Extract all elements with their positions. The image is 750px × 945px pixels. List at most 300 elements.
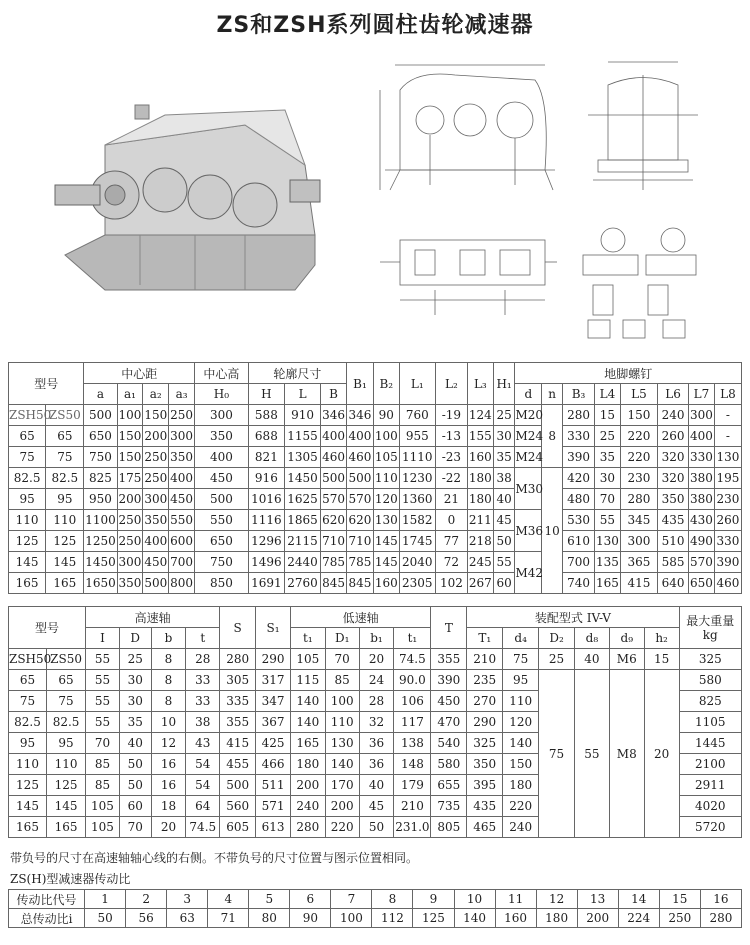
table-cell: 570 — [347, 489, 374, 510]
table-cell: 140 — [290, 712, 325, 733]
ratio-code: 5 — [249, 890, 290, 909]
table-cell: 335 — [220, 691, 256, 712]
table-cell: 300 — [620, 531, 657, 552]
table-cell: - — [714, 426, 741, 447]
table-cell: 10 — [151, 712, 186, 733]
ratio-value: 140 — [454, 909, 495, 928]
table-cell: 74.5 — [394, 649, 431, 670]
table-cell: 15 — [595, 405, 621, 426]
table-cell: 2760 — [284, 573, 320, 594]
table-cell: 300 — [689, 405, 715, 426]
table-cell: 2440 — [284, 552, 320, 573]
table-cell: 65 — [9, 670, 47, 691]
table-cell: 12 — [151, 733, 186, 754]
ratio-code: 15 — [659, 890, 700, 909]
table-cell: 1445 — [679, 733, 741, 754]
table-cell: 55 — [493, 552, 515, 573]
table-cell: 380 — [689, 489, 715, 510]
table-cell: 160 — [373, 573, 399, 594]
table-cell: 180 — [503, 775, 539, 796]
col-L2: L₂ — [435, 363, 467, 405]
table-cell: 25 — [595, 426, 621, 447]
table-cell: 95 — [503, 670, 539, 691]
table-cell: 613 — [256, 817, 291, 838]
table-cell: 400 — [321, 426, 347, 447]
table-cell: 165 — [9, 817, 47, 838]
table-row — [9, 670, 742, 691]
table-cell: 470 — [431, 712, 467, 733]
ratio-value: 90 — [290, 909, 331, 928]
table-row — [9, 447, 742, 468]
table-cell: 250 — [143, 447, 169, 468]
foot-bolt-d: M30 — [515, 468, 542, 510]
table-cell: 605 — [220, 817, 256, 838]
table-cell: 500 — [321, 468, 347, 489]
table-cell: 1116 — [248, 510, 284, 531]
table-cell: 460 — [321, 447, 347, 468]
table-cell: 450 — [431, 691, 467, 712]
table-cell: 317 — [256, 670, 291, 691]
table-cell: 155 — [467, 426, 493, 447]
table-cell: 570 — [321, 489, 347, 510]
ratio-code: 12 — [536, 890, 577, 909]
table-row — [9, 649, 742, 670]
table-row — [9, 405, 742, 426]
table-cell: 300 — [195, 405, 249, 426]
table-cell: 165 — [47, 817, 86, 838]
table-cell: 95 — [9, 489, 46, 510]
table-cell: 130 — [373, 510, 399, 531]
table-cell: 120 — [373, 489, 399, 510]
ratio-code: 6 — [290, 890, 331, 909]
ratio-code: 14 — [618, 890, 659, 909]
ratio-code: 16 — [700, 890, 741, 909]
foot-bolt-n: 8 — [542, 405, 563, 468]
front-view-drawing — [375, 50, 560, 210]
table-cell: 560 — [220, 796, 256, 817]
table-cell: -22 — [435, 468, 467, 489]
table-cell: 85 — [86, 775, 120, 796]
table-row — [9, 468, 742, 489]
table-cell: 130 — [325, 733, 359, 754]
table-cell: 70 — [595, 489, 621, 510]
col-center-distance: 中心距 — [84, 363, 195, 384]
table-cell: 165 — [46, 573, 84, 594]
table-cell: 588 — [248, 405, 284, 426]
col-H: H — [248, 384, 284, 405]
table-cell: ZSH50 — [9, 405, 46, 426]
table-cell: 115 — [290, 670, 325, 691]
table-cell: 400 — [143, 531, 169, 552]
table-cell: 350 — [467, 754, 503, 775]
table-cell: 165 — [9, 573, 46, 594]
table-cell: 72 — [435, 552, 467, 573]
table-cell: 420 — [563, 468, 595, 489]
table-cell: 138 — [394, 733, 431, 754]
table-cell: 300 — [169, 426, 195, 447]
table-cell: 8 — [151, 649, 186, 670]
table-cell: 43 — [186, 733, 220, 754]
col-high-speed-shaft: 高速轴 — [86, 607, 220, 628]
table-cell: 110 — [47, 754, 86, 775]
table-cell: - — [714, 405, 741, 426]
table-cell: 75 — [503, 649, 539, 670]
table-cell: 145 — [9, 796, 47, 817]
table-cell: 450 — [143, 552, 169, 573]
col-L: L — [284, 384, 320, 405]
col-L4: L4 — [595, 384, 621, 405]
table-cell: 570 — [689, 552, 715, 573]
table-cell: 400 — [347, 426, 374, 447]
col-L3: L₃ — [467, 363, 493, 405]
table-cell: 825 — [679, 691, 741, 712]
table-cell: 710 — [347, 531, 374, 552]
table-cell: 55 — [595, 510, 621, 531]
table-cell: 235 — [467, 670, 503, 691]
table-cell: 100 — [373, 426, 399, 447]
table-cell: 650 — [84, 426, 117, 447]
col-h2: h₂ — [644, 628, 679, 649]
table-cell: 300 — [143, 489, 169, 510]
table-cell: 916 — [248, 468, 284, 489]
ratio-code: 13 — [577, 890, 618, 909]
table-cell: 165 — [290, 733, 325, 754]
table-cell: 90.0 — [394, 670, 431, 691]
table-cell: 200 — [143, 426, 169, 447]
table-cell: 400 — [169, 468, 195, 489]
reducer-photo — [45, 85, 335, 310]
table-cell: 435 — [467, 796, 503, 817]
table-cell: 70 — [86, 733, 120, 754]
table-cell: 390 — [563, 447, 595, 468]
table-cell: 210 — [394, 796, 431, 817]
table-cell: 50 — [119, 754, 151, 775]
col-B: B — [321, 384, 347, 405]
table-cell: 435 — [658, 510, 689, 531]
table-cell: 710 — [321, 531, 347, 552]
table-cell: 346 — [347, 405, 374, 426]
col-d: d — [515, 384, 542, 405]
table-cell: 50 — [359, 817, 394, 838]
table-cell: 230 — [620, 468, 657, 489]
ratio-value: 200 — [577, 909, 618, 928]
table-cell: 320 — [658, 447, 689, 468]
table-cell: 180 — [467, 489, 493, 510]
table-cell: 250 — [143, 468, 169, 489]
table-cell: 75 — [9, 447, 46, 468]
table-cell: ZS50 — [46, 405, 84, 426]
table-cell: 530 — [563, 510, 595, 531]
table-cell: 95 — [9, 733, 47, 754]
table-cell: 24 — [359, 670, 394, 691]
table-cell: 125 — [9, 775, 47, 796]
table-cell: 955 — [399, 426, 435, 447]
col-a: a — [84, 384, 117, 405]
ratio-value: 125 — [413, 909, 454, 928]
table-cell: 500 — [143, 573, 169, 594]
table-cell: 325 — [679, 649, 741, 670]
table-cell: 0 — [435, 510, 467, 531]
ratio-code: 2 — [126, 890, 167, 909]
col-S1: S₁ — [256, 607, 291, 649]
foot-bolt-d: M42 — [515, 552, 542, 594]
table-cell: 54 — [186, 775, 220, 796]
table-cell: 1105 — [679, 712, 741, 733]
col-t1: t₁ — [290, 628, 325, 649]
table-cell: 35 — [493, 447, 515, 468]
table-cell: 1305 — [284, 447, 320, 468]
table-cell: 1745 — [399, 531, 435, 552]
table-cell: 450 — [195, 468, 249, 489]
col-assembly-type: 装配型式 IV-V — [467, 607, 679, 628]
table-cell: 20 — [151, 817, 186, 838]
table-cell: 179 — [394, 775, 431, 796]
table-cell: 1650 — [84, 573, 117, 594]
table-cell: 82.5 — [47, 712, 86, 733]
table-cell: 460 — [347, 447, 374, 468]
table-cell: 145 — [373, 552, 399, 573]
col-L8: L8 — [714, 384, 741, 405]
table-cell: -13 — [435, 426, 467, 447]
table-cell: 750 — [195, 552, 249, 573]
ratio-code: 1 — [85, 890, 126, 909]
col-L7: L7 — [689, 384, 715, 405]
table-cell: 33 — [186, 670, 220, 691]
table-cell: 140 — [290, 691, 325, 712]
table-cell: 655 — [431, 775, 467, 796]
table-cell: 140 — [325, 754, 359, 775]
table-cell: 35 — [119, 712, 151, 733]
table-cell: 30 — [119, 670, 151, 691]
table-cell: 347 — [256, 691, 291, 712]
table-cell: 220 — [325, 817, 359, 838]
table-cell: 250 — [169, 405, 195, 426]
table-cell: 305 — [220, 670, 256, 691]
table-cell: 425 — [256, 733, 291, 754]
col-low-speed-shaft: 低速轴 — [290, 607, 430, 628]
col-H1: H₁ — [493, 363, 515, 405]
table-cell: 2911 — [679, 775, 741, 796]
table-cell: 220 — [620, 447, 657, 468]
table-cell: 580 — [679, 670, 741, 691]
table-cell: 75 — [47, 691, 86, 712]
table-cell: 330 — [563, 426, 595, 447]
table-cell: 2305 — [399, 573, 435, 594]
table-cell: 280 — [220, 649, 256, 670]
table-cell: 64 — [186, 796, 220, 817]
ratio-value: 280 — [700, 909, 741, 928]
col-center-height: 中心高 — [195, 363, 249, 384]
table-cell: 165 — [595, 573, 621, 594]
table-cell: 110 — [373, 468, 399, 489]
table-cell: 90 — [373, 405, 399, 426]
table-cell: 150 — [503, 754, 539, 775]
table-cell: 240 — [290, 796, 325, 817]
ratio-code: 7 — [331, 890, 372, 909]
assembly-type-drawing — [568, 215, 708, 345]
table-cell: 110 — [9, 510, 46, 531]
table-cell: 231.0 — [394, 817, 431, 838]
table-cell: 585 — [658, 552, 689, 573]
table-cell: 610 — [563, 531, 595, 552]
table-cell: 210 — [467, 649, 503, 670]
table-cell: 650 — [689, 573, 715, 594]
table-cell: 50 — [493, 531, 515, 552]
table-cell: 325 — [467, 733, 503, 754]
table-cell: 21 — [435, 489, 467, 510]
table-cell: M6 — [609, 649, 644, 670]
dimension-table — [8, 362, 742, 594]
table-cell: 65 — [9, 426, 46, 447]
table-cell: 735 — [431, 796, 467, 817]
table-cell: 290 — [256, 649, 291, 670]
table-cell: 480 — [563, 489, 595, 510]
table-cell: 785 — [321, 552, 347, 573]
table-cell: 55 — [86, 649, 120, 670]
table-cell: 38 — [186, 712, 220, 733]
table-cell: 500 — [84, 405, 117, 426]
table-cell: 145 — [9, 552, 46, 573]
col-t1b: t₁ — [394, 628, 431, 649]
table-cell: 8 — [151, 691, 186, 712]
table-cell: 365 — [620, 552, 657, 573]
table-cell: 145 — [47, 796, 86, 817]
table-cell: 45 — [493, 510, 515, 531]
table-cell: 50 — [119, 775, 151, 796]
col-n: n — [542, 384, 563, 405]
table-cell: 785 — [347, 552, 374, 573]
col-T: T — [431, 607, 467, 649]
table-cell: 145 — [46, 552, 84, 573]
table-cell: 350 — [169, 447, 195, 468]
table-cell: 260 — [658, 426, 689, 447]
table-cell: 250 — [117, 510, 143, 531]
table-cell: 571 — [256, 796, 291, 817]
table-cell: 1360 — [399, 489, 435, 510]
table-cell: 175 — [117, 468, 143, 489]
table-cell: 740 — [563, 573, 595, 594]
table-cell: 2100 — [679, 754, 741, 775]
assembly-merged-value: 55 — [575, 670, 610, 838]
table-cell: 700 — [563, 552, 595, 573]
table-cell: 300 — [117, 552, 143, 573]
col-S: S — [220, 607, 256, 649]
table-row — [9, 552, 742, 573]
top-view-drawing — [375, 215, 560, 325]
table-cell: -23 — [435, 447, 467, 468]
table-cell: 33 — [186, 691, 220, 712]
shaft-table — [8, 606, 742, 838]
table-cell: 330 — [689, 447, 715, 468]
col-B2: B₂ — [373, 363, 399, 405]
table-cell: 2040 — [399, 552, 435, 573]
table-cell: 455 — [220, 754, 256, 775]
table-cell: 28 — [186, 649, 220, 670]
ratio-code: 10 — [454, 890, 495, 909]
table-cell: 1450 — [84, 552, 117, 573]
col-a1: a₁ — [117, 384, 143, 405]
table-cell: 845 — [321, 573, 347, 594]
table-cell: 170 — [325, 775, 359, 796]
table-cell: 260 — [714, 510, 741, 531]
table-cell: 400 — [195, 447, 249, 468]
table-cell: 145 — [373, 531, 399, 552]
table-cell: 105 — [373, 447, 399, 468]
table-cell: 350 — [143, 510, 169, 531]
table-cell: 550 — [195, 510, 249, 531]
table-row — [9, 573, 742, 594]
table-cell: 345 — [620, 510, 657, 531]
table-cell: 30 — [493, 426, 515, 447]
table-cell: 200 — [325, 796, 359, 817]
table-cell: 1250 — [84, 531, 117, 552]
table-cell: 25 — [539, 649, 575, 670]
table-cell: 110 — [46, 510, 84, 531]
table-cell: 5720 — [679, 817, 741, 838]
table-cell: 20 — [359, 649, 394, 670]
table-cell: 150 — [143, 405, 169, 426]
table-cell: 850 — [195, 573, 249, 594]
table-cell: 55 — [86, 712, 120, 733]
ratio-value: 56 — [126, 909, 167, 928]
table-cell: 106 — [394, 691, 431, 712]
table-cell: 430 — [689, 510, 715, 531]
table-cell: 490 — [689, 531, 715, 552]
foot-bolt-d: M20 — [515, 405, 542, 426]
table-cell: 195 — [714, 468, 741, 489]
col-T1: T₁ — [467, 628, 503, 649]
col-model: 型号 — [9, 363, 84, 405]
table-cell: 950 — [84, 489, 117, 510]
table-cell: 500 — [220, 775, 256, 796]
assembly-merged-value: M8 — [609, 670, 644, 838]
table-cell: 390 — [431, 670, 467, 691]
table-cell: 125 — [46, 531, 84, 552]
col-t: t — [186, 628, 220, 649]
ratio-code: 4 — [208, 890, 249, 909]
col-b: b — [151, 628, 186, 649]
col-D2: D₂ — [539, 628, 575, 649]
table-cell: 280 — [620, 489, 657, 510]
ratio-code: 9 — [413, 890, 454, 909]
table-cell: 75 — [46, 447, 84, 468]
table-cell: 25 — [119, 649, 151, 670]
col-d8: d₈ — [575, 628, 610, 649]
table-cell: 800 — [169, 573, 195, 594]
table-cell: 200 — [117, 489, 143, 510]
table-cell: 95 — [46, 489, 84, 510]
table-cell: 270 — [467, 691, 503, 712]
table-cell: 395 — [467, 775, 503, 796]
table-cell: 230 — [714, 489, 741, 510]
ratio-value: 80 — [249, 909, 290, 928]
table-cell: 280 — [290, 817, 325, 838]
table-cell: 825 — [84, 468, 117, 489]
table-cell: 117 — [394, 712, 431, 733]
col-B3: B₃ — [563, 384, 595, 405]
table-row — [9, 531, 742, 552]
table-cell: 355 — [431, 649, 467, 670]
table-cell: 400 — [689, 426, 715, 447]
table-cell: 218 — [467, 531, 493, 552]
ratio-total-label: 总传动比i — [9, 909, 85, 928]
table-cell: 140 — [503, 733, 539, 754]
table-cell: 150 — [117, 426, 143, 447]
table-cell: 70 — [119, 817, 151, 838]
table-cell: 1450 — [284, 468, 320, 489]
table-cell: 36 — [359, 733, 394, 754]
table-cell: 110 — [9, 754, 47, 775]
